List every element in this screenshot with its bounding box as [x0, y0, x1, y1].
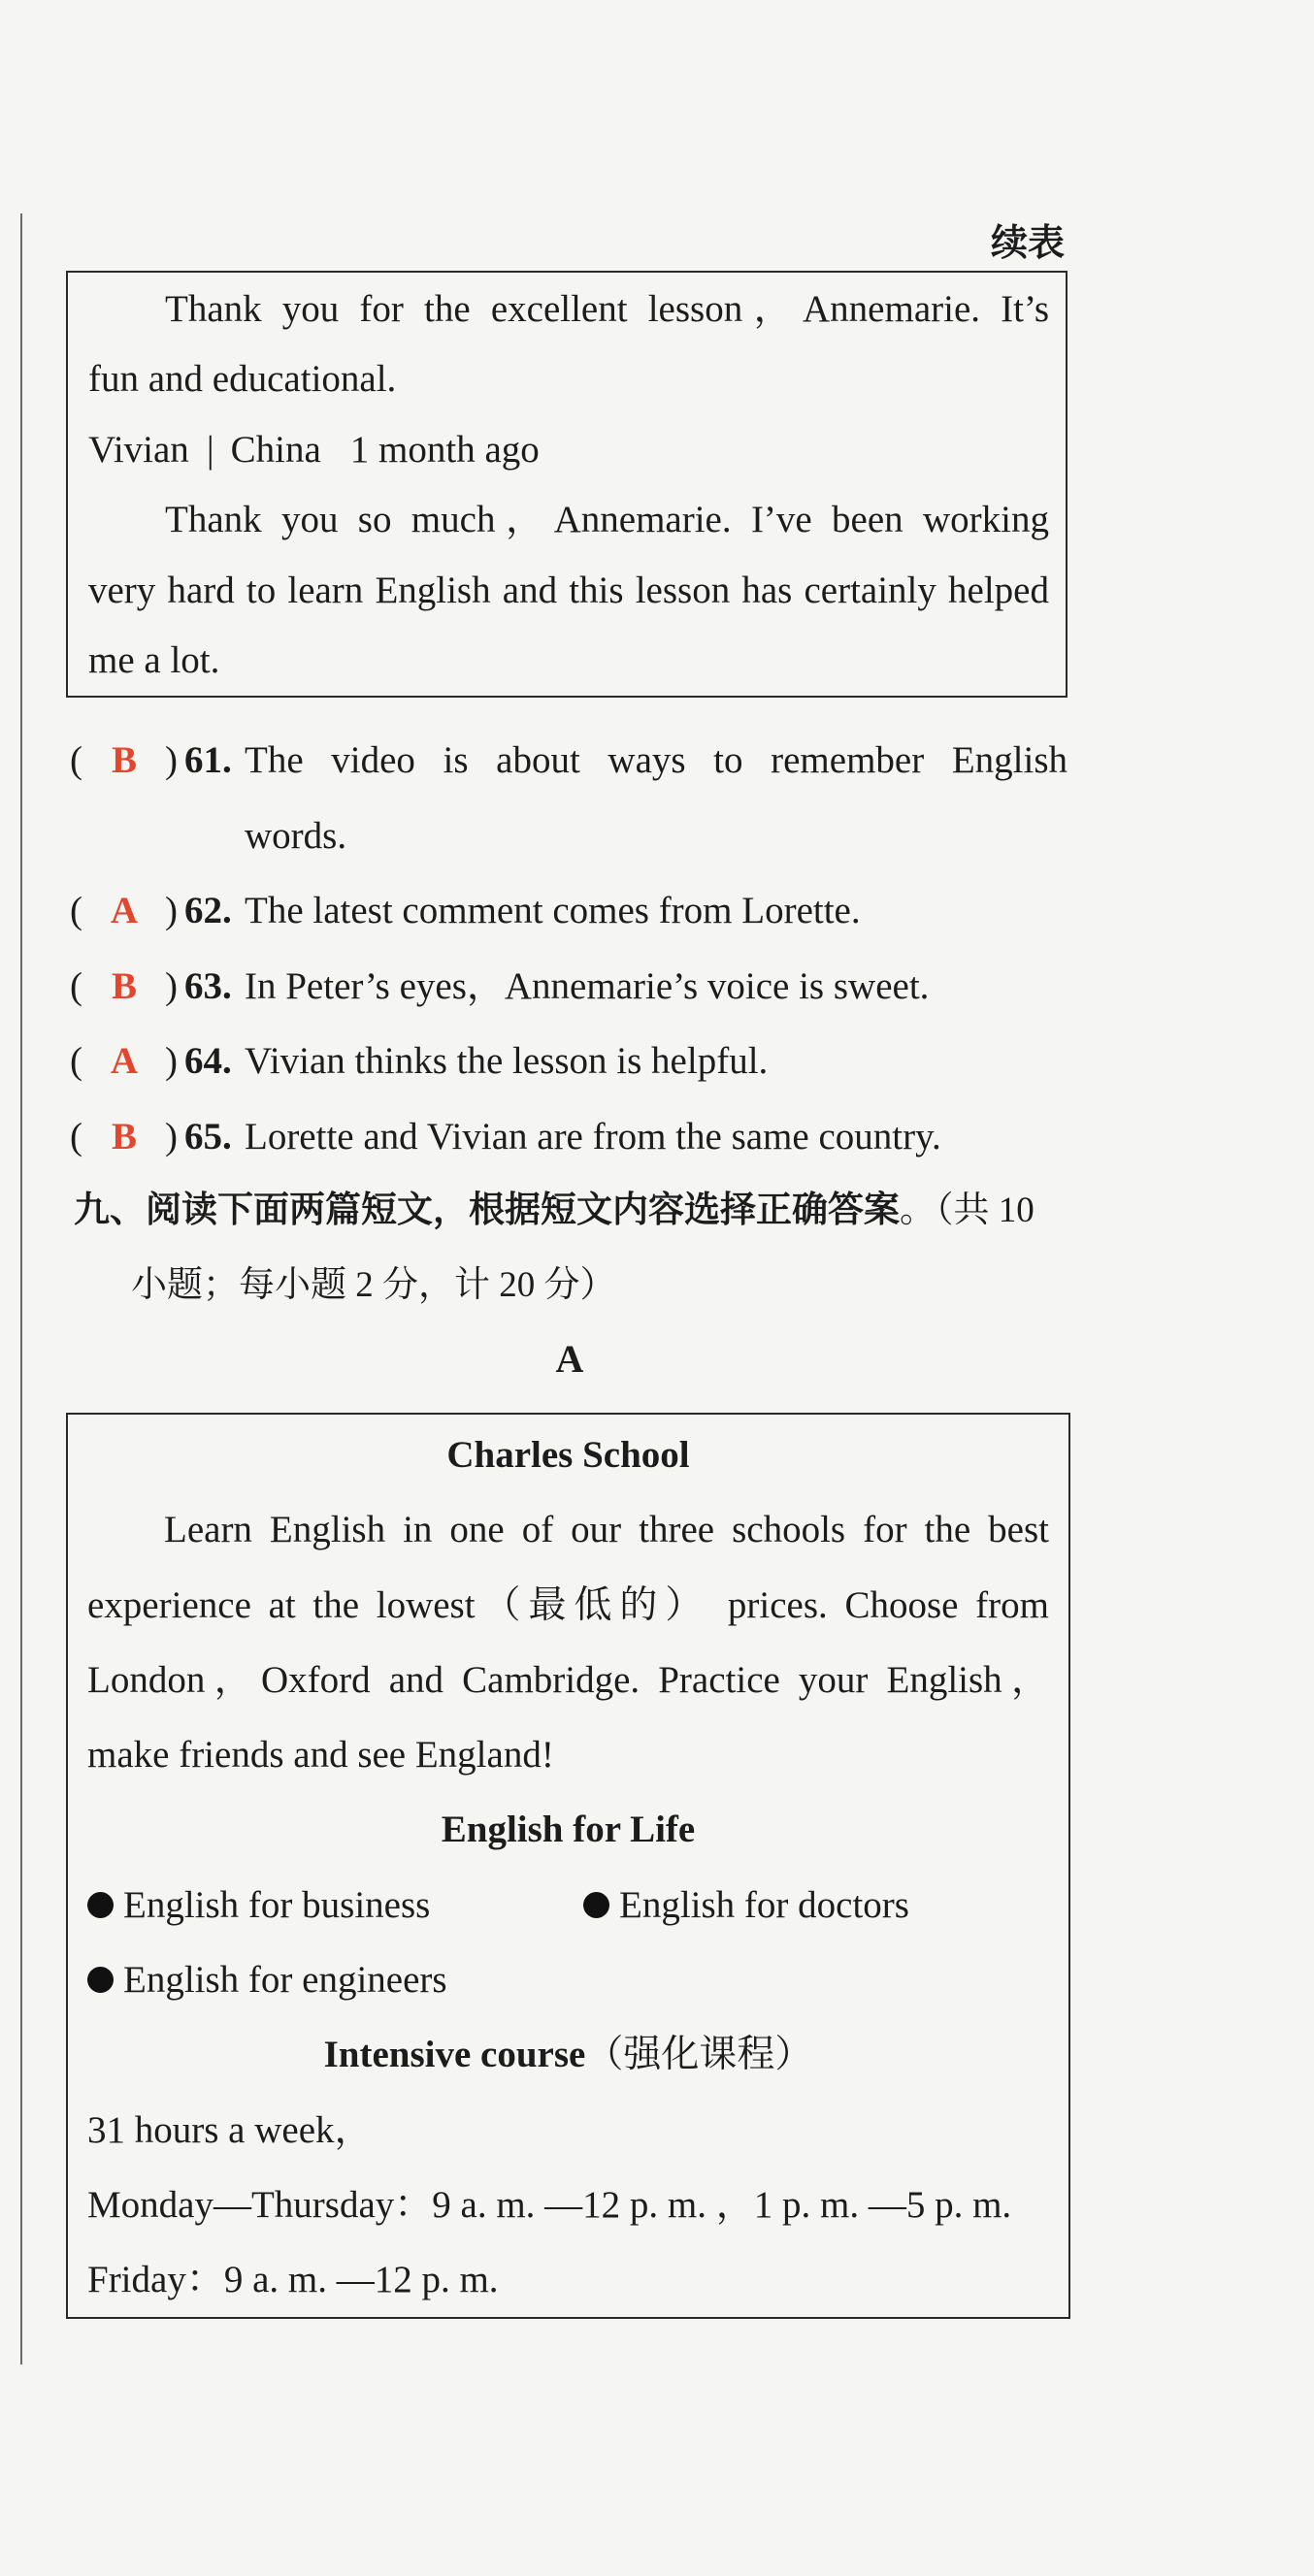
margin-rule	[20, 213, 22, 2364]
question-64	[0, 1024, 1314, 1099]
course-item	[583, 1868, 909, 1942]
comment-line: very hard to learn English and this lesson has certainly helped	[88, 569, 1049, 611]
intensive-course-title	[87, 2017, 1049, 2092]
courses-title: English for Life	[441, 1809, 696, 1851]
comment-time: 1 month ago	[349, 428, 540, 471]
section-nine-instructions	[74, 1172, 1083, 1322]
answer-bracket-close: )	[165, 890, 178, 931]
intensive-course-note: （强化课程）	[585, 2034, 813, 2076]
comment-author: Vivian	[88, 428, 189, 471]
passage-line: Learn English in one of our three schools for the best	[164, 1509, 1049, 1551]
comment-line: Thank you so much，Annemarie. I’ve been working	[165, 499, 1049, 541]
answer-letter: B	[111, 739, 137, 781]
question-text: The latest comment comes from Lorette.	[245, 890, 861, 931]
passage-label: A	[555, 1337, 584, 1381]
section-nine-title-bold: 九、阅读下面两篇短文，根据短文内容选择正确答案	[74, 1189, 900, 1230]
question-text: The video is about ways to remember English	[245, 739, 1068, 781]
question-65	[0, 1099, 1314, 1175]
answer-bracket-close: )	[165, 964, 178, 1007]
question-text: Lorette and Vivian are from the same country.	[245, 1115, 941, 1158]
question-62	[0, 873, 1314, 949]
answer-letter: B	[111, 964, 137, 1007]
question-text-continued: words.	[245, 814, 347, 857]
question-number: 65.	[184, 1115, 232, 1158]
course-name: English for engineers	[123, 1959, 447, 2002]
answer-bracket-open: (	[70, 964, 82, 1007]
answer-bracket-open: (	[70, 1040, 82, 1082]
answer-letter: B	[111, 1115, 137, 1158]
course-name: English for business	[123, 1883, 431, 1926]
comments-box	[66, 271, 1068, 698]
bullet-icon	[583, 1892, 609, 1918]
bullet-icon	[87, 1967, 114, 1993]
section-nine-title-tail: 。（共 10	[900, 1190, 1035, 1230]
bullet-icon	[87, 1892, 114, 1918]
courses-row	[87, 1868, 1049, 1942]
answer-bracket-open: (	[70, 739, 82, 781]
course-item	[87, 1942, 583, 2017]
answer-letter: A	[110, 1040, 139, 1082]
comment-country: China	[230, 428, 321, 471]
course-item	[87, 1868, 583, 1942]
continued-table-label: 续表	[990, 221, 1065, 264]
question-number: 63.	[184, 964, 232, 1007]
question-text: In Peter’s eyes，Annemarie’s voice is sweet.	[245, 964, 930, 1007]
schedule-line: Monday—Thursday：9 a. m. —12 p. m. ，1 p. m. —5 p. m.	[87, 2183, 1012, 2226]
question-63	[0, 949, 1314, 1025]
answer-bracket-open: (	[70, 890, 82, 931]
question-text: Vivian thinks the lesson is helpful.	[245, 1040, 769, 1082]
question-number: 64.	[184, 1040, 232, 1082]
schedule-line: Friday：9 a. m. —12 p. m.	[87, 2259, 499, 2301]
section-nine-scoring: 小题；每小题 2 分，计 20 分）	[131, 1264, 616, 1305]
section-nine-title	[74, 1172, 1083, 1248]
answer-letter: A	[110, 890, 139, 931]
question-61	[0, 723, 1314, 873]
question-number: 62.	[184, 890, 232, 931]
passage-line: London，Oxford and Cambridge. Practice your English，	[87, 1658, 1049, 1701]
comment-line: fun and educational.	[88, 358, 397, 401]
courses-row	[87, 1942, 1049, 2017]
answer-bracket-close: )	[165, 739, 178, 781]
comment-line: me a lot.	[88, 638, 220, 681]
answer-bracket-close: )	[165, 1115, 178, 1158]
questions-list	[0, 723, 1314, 1174]
intensive-course-heading: Intensive course	[323, 2034, 586, 2076]
comment-separator: |	[206, 428, 214, 471]
passage-title: Charles School	[446, 1434, 690, 1476]
passage-line: experience at the lowest（最低的） prices. Choose from	[87, 1583, 1049, 1626]
answer-bracket-open: (	[70, 1115, 82, 1158]
course-name: English for doctors	[619, 1883, 909, 1926]
answer-bracket-close: )	[165, 1040, 178, 1082]
passage-a-box	[66, 1413, 1070, 2319]
comment-author-line	[88, 415, 1049, 485]
comment-line: Thank you for the excellent lesson，Annemarie. It’s	[165, 288, 1049, 330]
question-number: 61.	[184, 739, 232, 781]
schedule-line: 31 hours a week，	[87, 2108, 373, 2151]
passage-line: make friends and see England!	[87, 1734, 554, 1777]
